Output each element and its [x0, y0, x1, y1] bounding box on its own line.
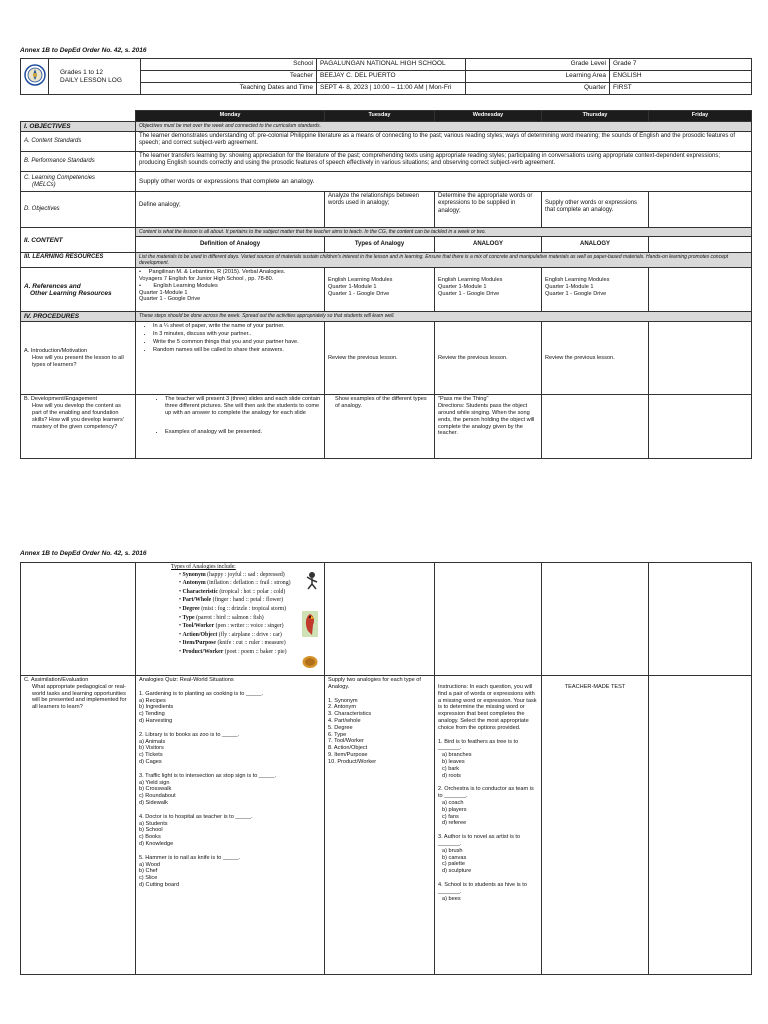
pie-icon	[302, 655, 318, 669]
grade-label: Grade Level	[466, 59, 610, 71]
teacher-value: BEEJAY C. DEL PUERTO	[317, 71, 466, 83]
references-label-line2: Other Learning Resources	[30, 289, 112, 297]
resources-note: List the materials to be used in different days. Varied sources of materials sustain children's interest in the lesson and in learning. Ensure that there is a mix of concrete and manipulative materials as well as paper-based materials. Hands-on learning promotes concept development.	[136, 253, 752, 268]
type-item: • Action/Object (fly : airplane :: drive : car)	[179, 632, 321, 640]
title-line1: Grades 1 to 12	[60, 68, 103, 76]
wed-question: 2. Orchestra is to conductor as team is to _______. a) coach b) players c) fans d) referee	[438, 786, 534, 827]
type-item: • Degree (mist : fog :: drizzle : tropical storm)	[179, 606, 321, 614]
intro-step: • Write the 5 common things that you and your partner have.	[153, 339, 321, 346]
types-fri	[649, 563, 752, 676]
content-standards: The learner demonstrates understanding of: pre-colonial Philippine literature as a means of connecting to the past; various reading styles; ways of determining word meaning; the sounds of English and the prosodic features of speech; and correct subject-verb agreement.	[136, 132, 752, 152]
type-item: • Antonym (inflation : deflation :: frail : strong)	[179, 580, 321, 588]
types-of-analogies	[136, 563, 325, 676]
intro-monday	[136, 322, 325, 395]
intro-label-line2: How will you present the lesson to all types of learners?	[32, 355, 124, 368]
tue-item: 8. Action/Object	[328, 745, 368, 752]
development-step: • The teacher will present 3 (three) slides and each slide contain three different pictures. She will then ask the students to come up with an answer to complete the analogy for each slide	[165, 396, 321, 416]
type-item: • Synonym (happy : joyful :: sad : depressed)	[179, 572, 321, 580]
title-line2: DAILY LESSON LOG	[60, 76, 122, 84]
development-wednesday	[435, 395, 542, 459]
intro-wednesday: Review the previous lesson.	[435, 322, 542, 395]
types-thu	[542, 563, 649, 676]
type-item: • Tool/Worker (pen : writer :: voice : singer)	[179, 623, 321, 631]
types-wed	[435, 563, 542, 676]
quarter-value: FIRST	[610, 83, 752, 95]
objective-wednesday: Determine the appropriate words or expressions to be supplied in analogy;	[435, 192, 542, 228]
objectives-label: I. OBJECTIVES	[21, 122, 136, 132]
competencies-label	[21, 172, 136, 192]
intro-step: • Random names will be called to share their answers.	[153, 347, 321, 354]
dev-wed-title: "Pass me the Thing"	[438, 396, 489, 403]
content-standards-label: A. Content Standards	[21, 132, 136, 152]
quiz-question: 3. Traffic light is to intersection as stop sign is to _____. a) Yield sign b) Crosswalk c) Roundabout d) Sidewalk	[139, 772, 277, 806]
tue-item: 1. Synonym	[328, 697, 358, 704]
res-thu-2: Quarter 1-Module 1	[545, 284, 594, 290]
quiz-question: 1. Gardening is to planting as cooking is to _____. a) Recipes b) Ingredients c) Tending d) Harvesting	[139, 690, 264, 724]
parrot-icon	[302, 611, 318, 637]
quiz-question: 5. Hammer is to nail as knife is to _____. a) Wood b) Chef c) Slice d) Cutting board	[139, 854, 241, 888]
assimilation-tuesday	[325, 676, 435, 975]
res-mon-5: Quarter 1 - Google Drive	[139, 296, 201, 303]
day-tuesday: Tuesday	[325, 111, 435, 122]
res-mon-4: Quarter 1-Module 1	[139, 289, 188, 296]
development-tuesday: Show examples of the different types of analogy.	[325, 395, 435, 459]
res-tue-1: English Learning Modules	[328, 277, 393, 284]
types-title: Types of Analogies include:	[171, 564, 236, 570]
res-thu-3: Quarter 1 - Google Drive	[545, 290, 607, 297]
procedures-note: These steps should be done across the week. Spread out the activities appropriately so that students will learn well.	[136, 312, 752, 322]
area-value: ENGLISH	[610, 71, 752, 83]
intro-label-line1: A. Introduction/Motivation	[24, 348, 88, 355]
type-item: • Product/Worker (poet : poem :: baker : pie)	[179, 649, 321, 657]
types-box	[171, 564, 321, 657]
tue-item: 7. Tool/Worker	[328, 738, 364, 745]
day-monday: Monday	[136, 111, 325, 122]
competencies-label-line1: C. Learning Competencies	[24, 174, 96, 181]
development-label-line2: How will you develop the content as part of the enabling and foundation skills? How will you develop learners' mastery of the given competency?	[32, 403, 124, 430]
dates-value: SEPT 4- 8, 2023 | 10:00 – 11:00 AM | Mon-Fri	[317, 83, 466, 95]
school-label: School	[141, 59, 317, 71]
intro-thursday: Review the previous lesson.	[542, 322, 649, 395]
quiz-title: Analogies Quiz: Real-World Situations	[139, 677, 234, 683]
type-item: • Item/Purpose (knife : cut :: ruler : measure)	[179, 640, 321, 648]
tue-item: 4. Part/whole	[328, 717, 361, 724]
tue-title: Supply two analogies for each type of Analogy.	[328, 677, 421, 690]
deped-seal	[21, 59, 49, 95]
objective-monday: Define analogy;	[136, 192, 325, 228]
d-objectives-label: D. Objectives	[21, 192, 136, 228]
teacher-label: Teacher	[141, 71, 317, 83]
wed-instructions: Instructions: In each question, you will find a pair of words or expressions with a missing word or expression. Your task is to determine the missing word or expression that best completes the analogy. Select the most appropriate choice from the options provided.	[438, 684, 537, 731]
dates-label: Teaching Dates and Time	[141, 83, 317, 95]
performance-standards-label: B. Performance Standards	[21, 152, 136, 172]
res-mon-3: English Learning Modules	[153, 282, 218, 289]
resources-friday	[649, 268, 752, 312]
assimilation-wednesday	[435, 676, 542, 975]
type-item: • Part/Whole (finger : hand :: petal : flower)	[179, 597, 321, 605]
tue-item: 5. Degree	[328, 724, 353, 731]
performance-standards: The learner transfers learning by: showing appreciation for the literature of the past; comprehending texts using appropriate reading styles; participating in conversations using appropriate context-dependent expressions; producing English sounds correctly and using the prosodic features of speech effectively in various situations; and observing correct subject-verb agreement.	[136, 152, 752, 172]
assimilation-label-line1: C. Assimilation/Evaluation	[24, 677, 89, 683]
tue-item: 9. Item/Purpose	[328, 751, 368, 758]
res-tue-3: Quarter 1 - Google Drive	[328, 290, 390, 297]
intro-step: • In 3 minutes, discuss with your partner..	[153, 331, 321, 338]
objective-tuesday: Analyze the relationships between words used in analogy;	[325, 192, 435, 228]
type-item: • Type (parrot : bird :: salmon : fish)	[179, 615, 321, 623]
res-wed-1: English Learning Modules	[438, 277, 503, 284]
quarter-label: Quarter	[466, 83, 610, 95]
development-label-line1: B. Development/Engagement	[24, 396, 98, 403]
assimilation-friday	[649, 676, 752, 975]
intro-step: • In a ¼ sheet of paper, write the name of your partner.	[153, 323, 321, 330]
res-tue-2: Quarter 1-Module 1	[328, 284, 377, 290]
res-wed-3: Quarter 1 - Google Drive	[438, 290, 500, 297]
types-list	[171, 572, 321, 657]
day-thursday: Thursday	[542, 111, 649, 122]
wed-question: 1. Bird is to feathers as tree is to _______. a) branches b) leaves c) bark d) roots	[438, 738, 519, 779]
monkey-icon	[304, 571, 320, 591]
annex-label: Annex 1B to DepEd Order No. 42, s. 2016	[20, 47, 147, 54]
intro-tuesday: Review the previous lesson.	[325, 322, 435, 395]
content-note: Content is what the lesson is all about. It pertains to the subject matter that the teacher aims to teach. In the CG, the content can be tackled in a week or two.	[136, 228, 752, 237]
resources-label: III. LEARNING RESOURCES	[21, 253, 136, 268]
intro-label	[21, 322, 136, 395]
content-monday: Definition of Analogy	[136, 237, 325, 253]
development-thursday	[542, 395, 649, 459]
procedures-label: IV. PROCEDURES	[21, 312, 136, 322]
res-mon-1: Pangilinan M. & Lebantino, R (2015). Verbal Analogies.	[148, 269, 286, 276]
dev-wed-directions: Directions: Students pass the object around while singing. When the song ends, the person holding the object will complete the analogy given by the teacher.	[438, 403, 535, 437]
content-tuesday: Types of Analogy	[325, 237, 435, 253]
annex-label-page2: Annex 1B to DepEd Order No. 42, s. 2016	[20, 550, 147, 557]
resources-thursday	[542, 268, 649, 312]
assimilation-thursday: TEACHER-MADE TEST	[542, 676, 649, 975]
tue-item: 6. Type	[328, 731, 347, 738]
references-label-line1: A. References and	[24, 282, 81, 290]
objective-thursday: Supply other words or expressions that complete an analogy.	[542, 192, 649, 228]
intro-friday	[649, 322, 752, 395]
resources-monday: • Pangilinan M. & Lebantino, R (2015). Verbal Analogies. Voyagers 7 English for Junior High School , pp. 78-80. • English Learning Modules Quarter 1-Module 1 Quarter 1 - Google Drive	[136, 268, 325, 312]
assimilation-label-line2: What appropriate pedagogical or real-world tasks and learning opportunities will be presented and implemented for all learners to learn?	[32, 683, 127, 711]
quiz-question: 2. Library is to books as zoo is to _____. a) Animals b) Visitors c) Tickets d) Cages	[139, 731, 240, 765]
res-wed-2: Quarter 1-Module 1	[438, 284, 487, 290]
types-tue	[325, 563, 435, 676]
objectives-note: Objectives must be met over the week and connected to the curriculum standards.	[136, 122, 752, 132]
content-thursday: ANALOGY	[542, 237, 649, 253]
wed-question: 3. Author is to novel as artist is to _______. a) brush b) canvas c) palette d) sculpture	[438, 834, 521, 875]
school-value: PAGALUNGAN NATIONAL HIGH SCHOOL	[317, 59, 466, 71]
assimilation-label	[21, 676, 136, 975]
wed-question: 4. School is to students as hive is to _______. a) bees	[438, 881, 527, 902]
resources-wednesday	[435, 268, 542, 312]
quiz-question: 4. Doctor is to hospital as teacher is to _____. a) Students b) School c) Books d) Knowledge	[139, 813, 253, 847]
development-label	[21, 395, 136, 459]
header-table	[20, 58, 752, 95]
lesson-table	[20, 110, 752, 459]
objective-friday	[649, 192, 752, 228]
types-label-empty	[21, 563, 136, 676]
development-step: • Examples of analogy will be presented.	[165, 429, 321, 436]
day-friday: Friday	[649, 111, 752, 122]
grade-value: Grade 7	[610, 59, 752, 71]
tue-item: 3. Characteristics	[328, 711, 372, 718]
tue-item: 10. Product/Worker	[328, 758, 377, 765]
quiz-monday	[136, 676, 325, 975]
development-friday	[649, 395, 752, 459]
area-label: Learning Area	[466, 71, 610, 83]
references-label	[21, 268, 136, 312]
res-thu-1: English Learning Modules	[545, 277, 610, 284]
competency: Supply other words or expressions that complete an analogy.	[136, 172, 752, 192]
type-item: • Characteristic (tropical : hot :: polar : cold)	[179, 589, 321, 597]
deped-seal-icon	[24, 64, 46, 86]
content-wednesday: ANALOGY	[435, 237, 542, 253]
competencies-label-line2: (MELCs)	[32, 181, 56, 188]
day-wednesday: Wednesday	[435, 111, 542, 122]
tue-item: 2. Antonym	[328, 704, 356, 711]
lesson-table-page2	[20, 562, 752, 975]
resources-tuesday	[325, 268, 435, 312]
log-title	[49, 59, 141, 95]
development-monday	[136, 395, 325, 459]
content-label: II. CONTENT	[21, 228, 136, 253]
res-mon-2: Voyagers 7 English for Junior High School , pp. 78-80.	[139, 276, 274, 282]
content-friday	[649, 237, 752, 253]
